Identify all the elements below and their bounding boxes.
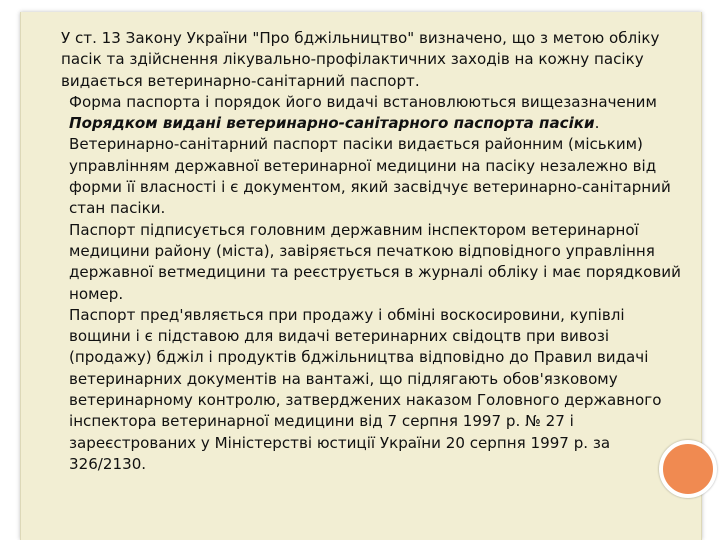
paragraph-issuing-authority: Ветеринарно-санітарний паспорт пасіки видається районним (міським) управлінням державної ветеринарної медицини на пасіку незалежно від форми її власності і є документом, який засвідчує ветеринарно-санітарний стан пасіки. [69, 135, 671, 218]
decorative-orange-circle [659, 440, 717, 498]
slide-background [20, 12, 702, 540]
paragraph-signing: Паспорт підписується головним державним інспектором ветеринарної медицини району (міста), завіряється печаткою відповідного управління державної ветмедицини та реєструється в журналі обліку і має порядковий номер. [69, 220, 681, 303]
paragraph-law-article: У ст. 13 Закону України "Про бджільництво" визначено, що з метою обліку пасік та здійснення лікувально-профілактичних заходів на кожну пасіку видається ветеринарно-санітарний паспорт. [61, 29, 660, 90]
passport-form-end: . [594, 114, 600, 133]
paragraph-passport-form [61, 92, 681, 135]
passport-form-text: Форма паспорта і порядок його видачі встановлюються вищезазначеним [69, 92, 657, 111]
procedure-title: Порядком видані ветеринарно-санітарного паспорта пасіки [69, 114, 595, 133]
paragraph-presentation: Паспорт пред'являється при продажу і обміні воскосировини, купівлі вощини і є підставою для видачі ветеринарних свідоцтв при вивозі (продажу) бджіл і продуктів бджільництва відповідно до Правил видачі ветеринарних документів на вантажі, що підлягають обов'язковому ветеринарному контролю, затверджених наказом Головного державного інспектора ветеринарної медицини від 7 серпня 1997 р. № 27 і зареєстрованих у Міністерстві юстиції України 20 серпня 1997 р. за 326/2130. [69, 305, 662, 473]
slide-text [61, 28, 681, 475]
